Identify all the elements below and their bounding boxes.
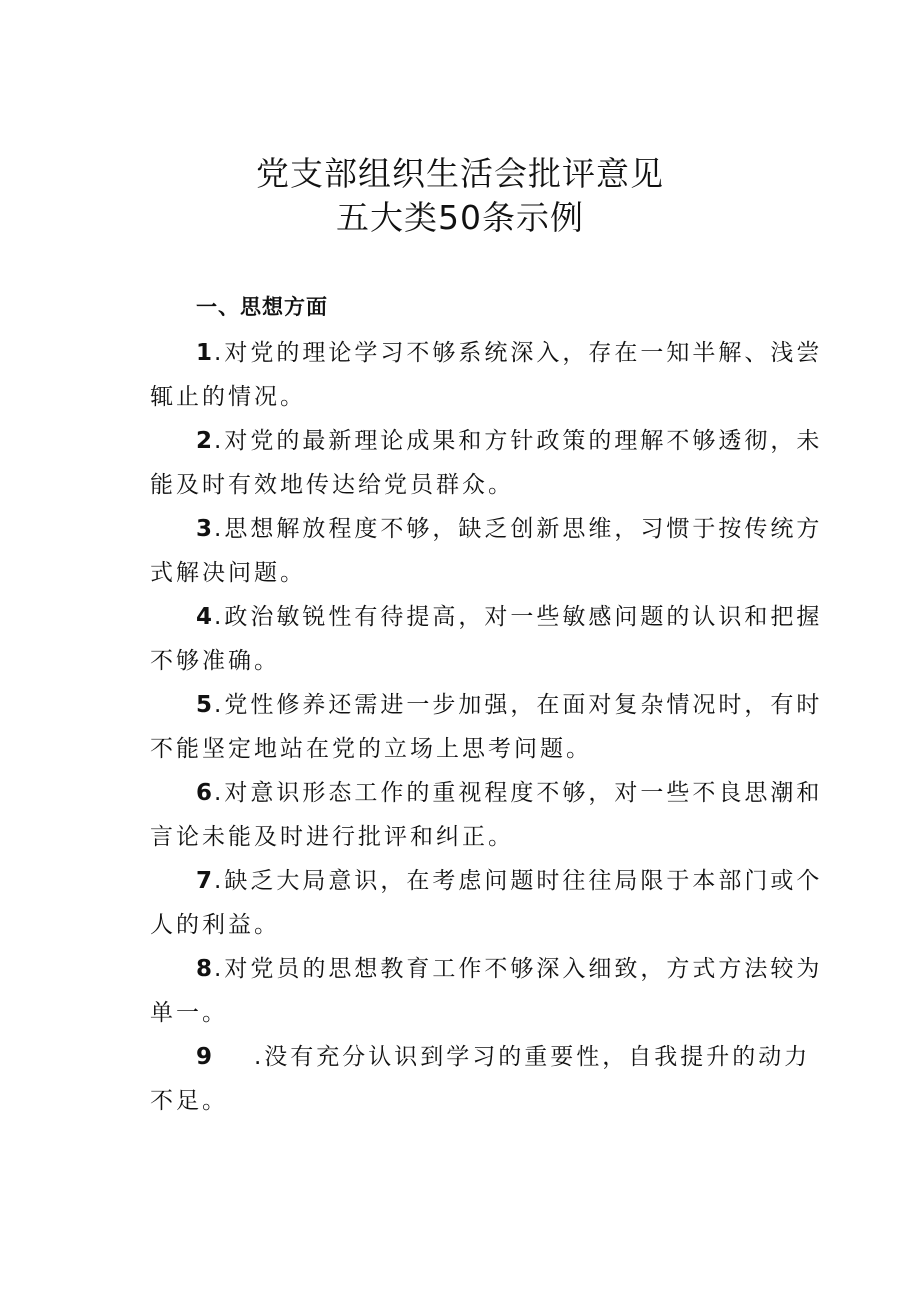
item-text: .对党的理论学习不够系统深入，存在一知半解、浅尝: [214, 340, 823, 366]
item-text: .政治敏锐性有待提高，对一些敏感问题的认识和把握: [214, 604, 823, 630]
document-title-line1: 党支部组织生活会批评意见: [256, 154, 664, 193]
item-number: 5: [196, 692, 215, 718]
item-number: 7: [196, 868, 215, 894]
list-item-3-line2: 式解决问题。: [150, 560, 306, 586]
list-item-1-line2: 辄止的情况。: [150, 384, 306, 410]
document-title-line2: 五大类50条示例: [336, 198, 584, 237]
list-item-4-line2: 不够准确。: [150, 648, 280, 674]
list-item-6-line1: [196, 777, 822, 809]
item-text: .对意识形态工作的重视程度不够，对一些不良思潮和: [214, 780, 823, 806]
list-item-1-line1: [196, 337, 822, 369]
item-text: .缺乏大局意识，在考虑问题时往往局限于本部门或个: [214, 868, 823, 894]
item-number: 1: [196, 340, 215, 366]
list-item-2-line2: 能及时有效地传达给党员群众。: [150, 472, 514, 498]
list-item-7-line1: [196, 865, 822, 897]
item-text: .没有充分认识到学习的重要性，自我提升的动力: [254, 1044, 811, 1070]
list-item-7-line2: 人的利益。: [150, 912, 280, 938]
item-text: .思想解放程度不够，缺乏创新思维，习惯于按传统方: [214, 516, 823, 542]
item-text: .对党的最新理论成果和方针政策的理解不够透彻，未: [214, 428, 823, 454]
list-item-2-line1: [196, 425, 822, 457]
list-item-3-line1: [196, 513, 822, 545]
section-heading: 一、思想方面: [196, 295, 328, 319]
item-number: 8: [196, 956, 215, 982]
list-item-9-line1: [196, 1041, 810, 1073]
item-text: .对党员的思想教育工作不够深入细致，方式方法较为: [214, 956, 823, 982]
list-item-8-line2: 单一。: [150, 1000, 228, 1026]
item-number: 6: [196, 780, 215, 806]
list-item-4-line1: [196, 601, 822, 633]
list-item-5-line2: 不能坚定地站在党的立场上思考问题。: [150, 736, 592, 762]
item-number: 3: [196, 516, 215, 542]
item-text: .党性修养还需进一步加强，在面对复杂情况时，有时: [214, 692, 823, 718]
item-number: 2: [196, 428, 215, 454]
item-number: 9: [196, 1044, 215, 1070]
list-item-5-line1: [196, 689, 822, 721]
list-item-9-line2: 不足。: [150, 1088, 228, 1114]
list-item-6-line2: 言论未能及时进行批评和纠正。: [150, 824, 514, 850]
item-number: 4: [196, 604, 215, 630]
list-item-8-line1: [196, 953, 822, 985]
